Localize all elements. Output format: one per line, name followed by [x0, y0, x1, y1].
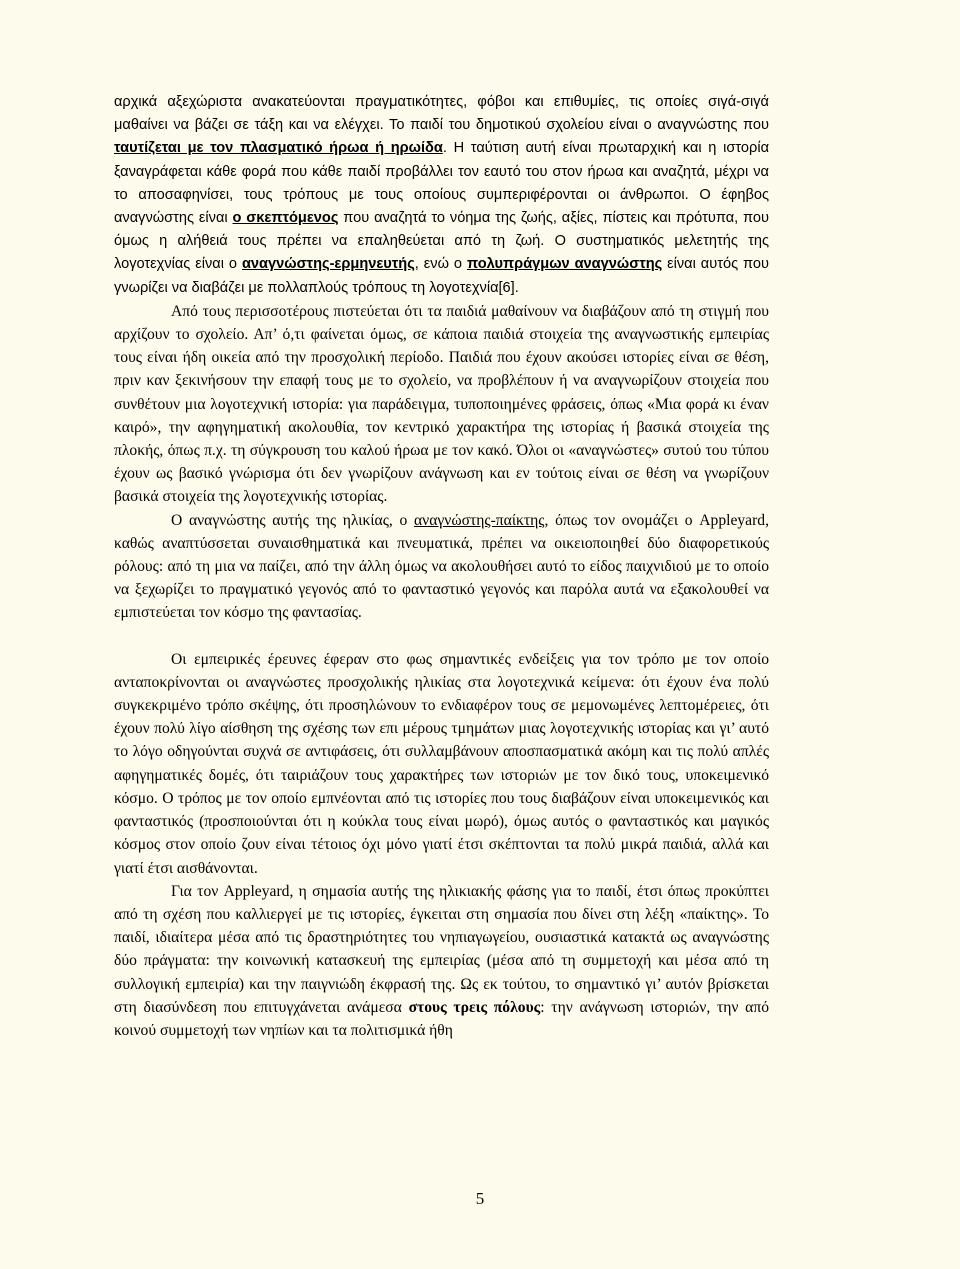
- emphasis-reader-interpreter: αναγνώστης-ερμηνευτής: [241, 256, 415, 273]
- text-run: Ο αναγνώστης αυτής της ηλικίας, ο: [171, 511, 414, 529]
- paragraph-reader-stages: [114, 91, 769, 300]
- paragraph-reader-player: [114, 509, 769, 625]
- emphasis-versatile-reader: πολυπράγμων αναγνώστης: [466, 256, 663, 273]
- emphasis-three-poles: στους τρεις πόλους: [408, 998, 541, 1016]
- text-run: είναι αυτός που γνωρίζει να διαβάζει με πολλαπλούς τρόπους τη λογοτεχνία[6].: [114, 256, 769, 296]
- text-run: , ενώ ο: [414, 256, 467, 273]
- text-run: αρχικά αξεχώριστα ανακατεύονται πραγματικότητες, φόβοι και επιθυμίες, τις οποίες σιγά-σιγά μαθαίνει να βάζει σε τάξη και να ελέγχει. Το παιδί του δημοτικού σχολείου είναι ο αναγνώστης που: [114, 94, 769, 134]
- paragraph-empirical-research: Οι εμπειρικές έρευνες έφεραν στο φως σημαντικές ενδείξεις για τον τρόπο με τον οποίο ανταποκρίνονται οι αναγνώστες προσχολικής ηλικίας στα λογοτεχνικά κείμενα: ότι έχουν ένα πολύ συγκεκριμένο τρόπο σκέψης, ότι προσηλώνουν το ενδιαφέρον τους σε μεμονωμένες λεπτομέρειες, ότι έχουν πολύ λίγο αίσθηση της σχέσης των επι μέρους τμημάτων μιας λογοτεχνικής ιστορίας και γι’ αυτό το λόγο οδηγούνται συχνά σε αντιφάσεις, ότι συλλαμβάνουν αποσπασματικά ακόμη και τις πολύ απλές αφηγηματικές δομές, ότι ταιριάζουν τους χαρακτήρες των ιστοριών με τον δικό τους, υποκειμενικό κόσμο. Ο τρόπος με τον οποίο εμπνέονται από τις ιστορίες που τους διαβάζουν είναι υποκειμενικός και φανταστικός (προσποιούνται ότι η κούκλα τους είναι μωρό), όμως αυτός ο φανταστικός και μαγικός κόσμος στον οποίο ζουν είναι τέτοιος όχι μόνο γιατί έτσι σκέπτονται τα πολύ μικρά παιδιά, αλλά και γιατί έτσι αισθάνονται.: [114, 650, 769, 877]
- page-number: 5: [475, 1189, 485, 1208]
- paragraph-preschool-reading: Από τους περισσοτέρους πιστεύεται ότι τα παιδιά μαθαίνουν να διαβάζουν από τη στιγμή που αρχίζουν το σχολείο. Απ’ ό,τι φαίνεται όμως, σε κάποια παιδιά στοιχεία της αναγνωστικής εμπειρίας τους είναι ήδη οικεία από την προσχολική περίοδο. Παιδιά που έχουν ακούσει ιστορίες είναι σε θέση, πριν καν ξεκινήσουν την επαφή τους με το σχολείο, να προβλέπουν ή να αναγνωρίζουν στοιχεία που συνθέτουν μια λογοτεχνική ιστορία: για παράδειγμα, τυποποιημένες φράσεις, όπως «Μια φορά κι έναν καιρό», την αφηγηματική ακολουθία, τον κεντρικό χαρακτήρα της ιστορίας ή βασικά στοιχεία της πλοκής, όπως π.χ. τη σύγκρουση του καλού ήρωα με τον κακό. Όλοι οι «αναγνώστες» συτού του τύπου έχουν ως βασικό γνώρισμα ότι δεν γνωρίζουν ανάγνωση και εν τούτοις είναι σε θέση να γνωρίζουν βασικά στοιχεία της λογοτεχνικής ιστορίας.: [114, 302, 769, 506]
- emphasis-reader-player: αναγνώστης-παίκτης: [413, 511, 545, 529]
- text-run: : την ανάγνωση ιστοριών, την από κοινού συμμετοχή των νηπίων και τα πολιτισμικά ήθη: [114, 998, 770, 1039]
- text-run: , όπως τον ονομάζει ο Appleyard, καθώς αναπτύσσεται συναισθηματικά και πνευματικά, πρέπει να οικειοποιηθεί δύο διαφορετικούς ρόλους: από τη μια να παίζει, από την άλλη όμως να ακολουθήσει αυτό το είδος παιχνιδιού με το οποίο να ξεχωρίζει το πραγματικό γεγονός από το φανταστικό γεγονός και παρόλα αυτά να εξακολουθεί να εμπιστεύεται τον κόσμο της φαντασίας.: [114, 511, 769, 622]
- paragraph-appleyard: [114, 880, 769, 1042]
- text-run: Για τον Appleyard, η σημασία αυτής της ηλικιακής φάσης για το παιδί, έτσι όπως προκύπτει από τη σχέση που καλλιεργεί με τις ιστορίες, έγκειται στη σημασία που δίνει στη λέξη «παίκτης». Το παιδί, ιδιαίτερα μέσα από τις δραστηριότητες του νηπιαγωγείου, ουσιαστικά κατακτά ως αναγνώστης δύο πράγματα: την κοινωνική κατασκευή της εμπειρίας (μέσα από τη συμμετοχή και μέσα από τη συλλογική εμπειρία) και την παιγνιώδη έκφρασή της. Ως εκ τούτου, το σημαντικό γι’ αυτόν βρίσκεται στη διασύνδεση που επιτυγχάνεται ανάμεσα: [114, 882, 769, 1016]
- emphasis-identifies-with-hero: ταυτίζεται με τον πλασματικό ήρωα ή ηρωίδα: [114, 140, 443, 157]
- emphasis-the-thinker: ο σκεπτόμενος: [232, 210, 339, 227]
- text-run: που αναζητά το νόημα της ζωής, αξίες, πίστεις και πρότυπα, που όμως η αλήθειά τους πρέπει να επαληθεύεται από τη ζωή. Ο συστηματικός μελετητής της λογοτεχνίας είναι ο: [114, 210, 770, 273]
- text-run: . Η ταύτιση αυτή είναι πρωταρχική και η ιστορία ξαναγράφεται κάθε φορά που κάθε παιδί προβάλλει τον εαυτό του στον ήρωα και αναζητά, μέχρι να το αποσαφηνίσει, τους τρόπους με τους οποίους συμπεριφέρονται οι άνθρωποι. Ο έφηβος αναγνώστης είναι: [114, 140, 770, 227]
- document-body: [114, 91, 769, 1042]
